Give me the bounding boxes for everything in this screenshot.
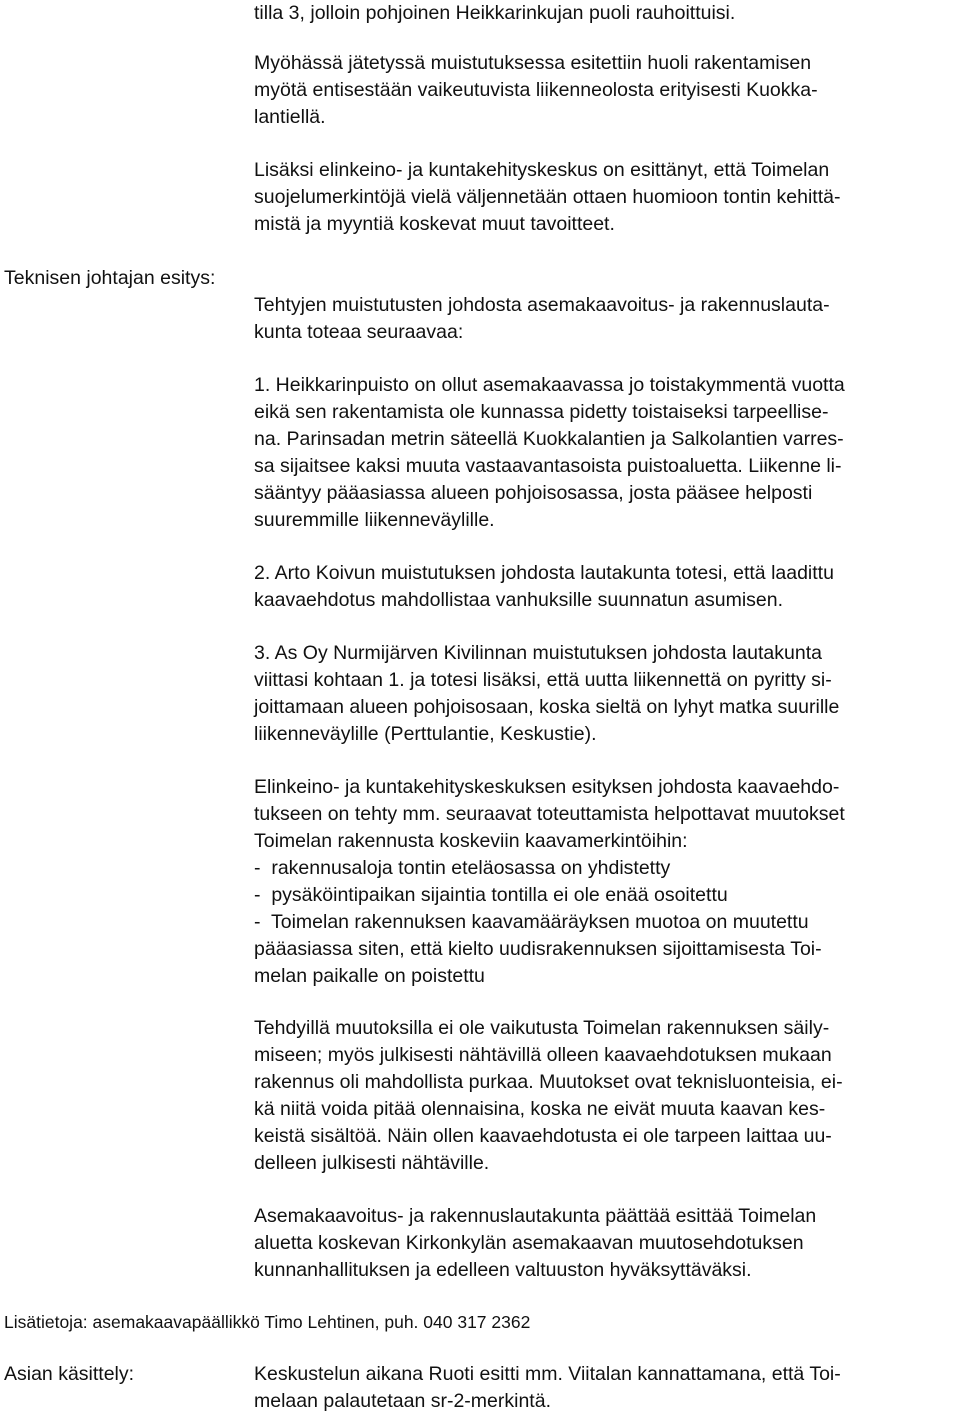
text-line: Lisäksi elinkeino- ja kuntakehityskeskus on esittänyt, että Toimelan [254, 159, 830, 181]
text-line: Keskustelun aikana Ruoti esitti mm. Viitalan kannattamana, että Toi- [254, 1363, 841, 1385]
text-line: kunnanhallituksen ja edelleen valtuuston hyväksyttäväksi. [254, 1259, 752, 1281]
text-line: mistä ja myyntiä koskevat muut tavoitteet. [254, 213, 615, 235]
text-line: melan paikalle on poistettu [254, 965, 485, 987]
text-line: joittamaan alueen pohjoisosaan, koska sieltä on lyhyt matka suurille [254, 696, 840, 718]
text-line: Myöhässä jätetyssä muistutuksessa esitettiin huoli rakentamisen [254, 52, 812, 74]
text-line: suuremmille liikenneväylille. [254, 509, 495, 531]
list-item: - Toimelan rakennuksen kaavamääräyksen muotoa on muutettu [254, 911, 809, 933]
text-line: melaan palautetaan sr-2-merkintä. [254, 1390, 551, 1412]
text-line: lantiellä. [254, 106, 326, 128]
text-line: Elinkeino- ja kuntakehityskeskuksen esityksen johdosta kaavaehdo- [254, 776, 840, 798]
text-line: tukseen on tehty mm. seuraavat toteuttamista helpottavat muutokset [254, 803, 845, 825]
text-line: miseen; myös julkisesti nähtävillä olleen kaavaehdotuksen mukaan [254, 1044, 832, 1066]
text-line: sa sijaitsee kaksi muuta vastaavantasoista puistoaluetta. Liikenne li- [254, 455, 842, 477]
text-line: tilla 3, jolloin pohjoinen Heikkarinkujan puoli rauhoittuisi. [254, 2, 736, 24]
list-item: - rakennusaloja tontin eteläosassa on yhdistetty [254, 857, 671, 879]
text-line: kaavaehdotus mahdollistaa vanhuksille suunnatun asumisen. [254, 589, 784, 611]
text-line: keistä sisältöä. Näin ollen kaavaehdotusta ei ole tarpeen laittaa uu- [254, 1125, 832, 1147]
text-line: delleen julkisesti nähtäville. [254, 1152, 490, 1174]
text-line: rakennus oli mahdollista purkaa. Muutokset ovat teknisluonteisia, ei- [254, 1071, 843, 1093]
text-line: aluetta koskevan Kirkonkylän asemakaavan muutosehdotuksen [254, 1232, 804, 1254]
text-line: eikä sen rakentamista ole kunnassa pidetty toistaiseksi tarpeellise- [254, 401, 829, 423]
text-line: 1. Heikkarinpuisto on ollut asemakaavassa jo toistakymmentä vuotta [254, 374, 845, 396]
text-line: Tehdyillä muutoksilla ei ole vaikutusta Toimelan rakennuksen säily- [254, 1017, 830, 1039]
text-line: Tehtyjen muistutusten johdosta asemakaavoitus- ja rakennuslauta- [254, 294, 830, 316]
text-line: 2. Arto Koivun muistutuksen johdosta lautakunta totesi, että laadittu [254, 562, 834, 584]
text-line: myötä entisestään vaikeutuvista liikenneolosta erityisesti Kuokka- [254, 79, 818, 101]
text-line: suojelumerkintöjä vielä väljennetään ottaen huomioon tontin kehittä- [254, 186, 841, 208]
text-line: Toimelan rakennusta koskeviin kaavamerkintöihin: [254, 830, 688, 852]
text-line: kunta toteaa seuraavaa: [254, 321, 464, 343]
text-line: pääasiassa siten, että kielto uudisrakennuksen sijoittamisesta Toi- [254, 938, 822, 960]
handling-label: Asian käsittely: [4, 1363, 135, 1385]
text-line: na. Parinsadan metrin säteellä Kuokkalantien ja Salkolantien varres- [254, 428, 844, 450]
contact-info: Lisätietoja: asemakaavapäällikkö Timo Lehtinen, puh. 040 317 2362 [4, 1312, 531, 1332]
proposal-heading: Teknisen johtajan esitys: [4, 267, 216, 289]
text-line: Asemakaavoitus- ja rakennuslautakunta päättää esittää Toimelan [254, 1205, 817, 1227]
text-line: liikenneväylille (Perttulantie, Keskustie). [254, 723, 597, 745]
text-line: kä niitä voida pitää olennaisina, koska ne eivät muuta kaavan kes- [254, 1098, 826, 1120]
text-line: 3. As Oy Nurmijärven Kivilinnan muistutuksen johdosta lautakunta [254, 642, 822, 664]
text-line: viittasi kohtaan 1. ja totesi lisäksi, että uutta liikennettä on pyritty si- [254, 669, 832, 691]
list-item: - pysäköintipaikan sijaintia tontilla ei ole enää osoitettu [254, 884, 728, 906]
text-line: sääntyy pääasiassa alueen pohjoisosassa, josta pääsee helposti [254, 482, 813, 504]
